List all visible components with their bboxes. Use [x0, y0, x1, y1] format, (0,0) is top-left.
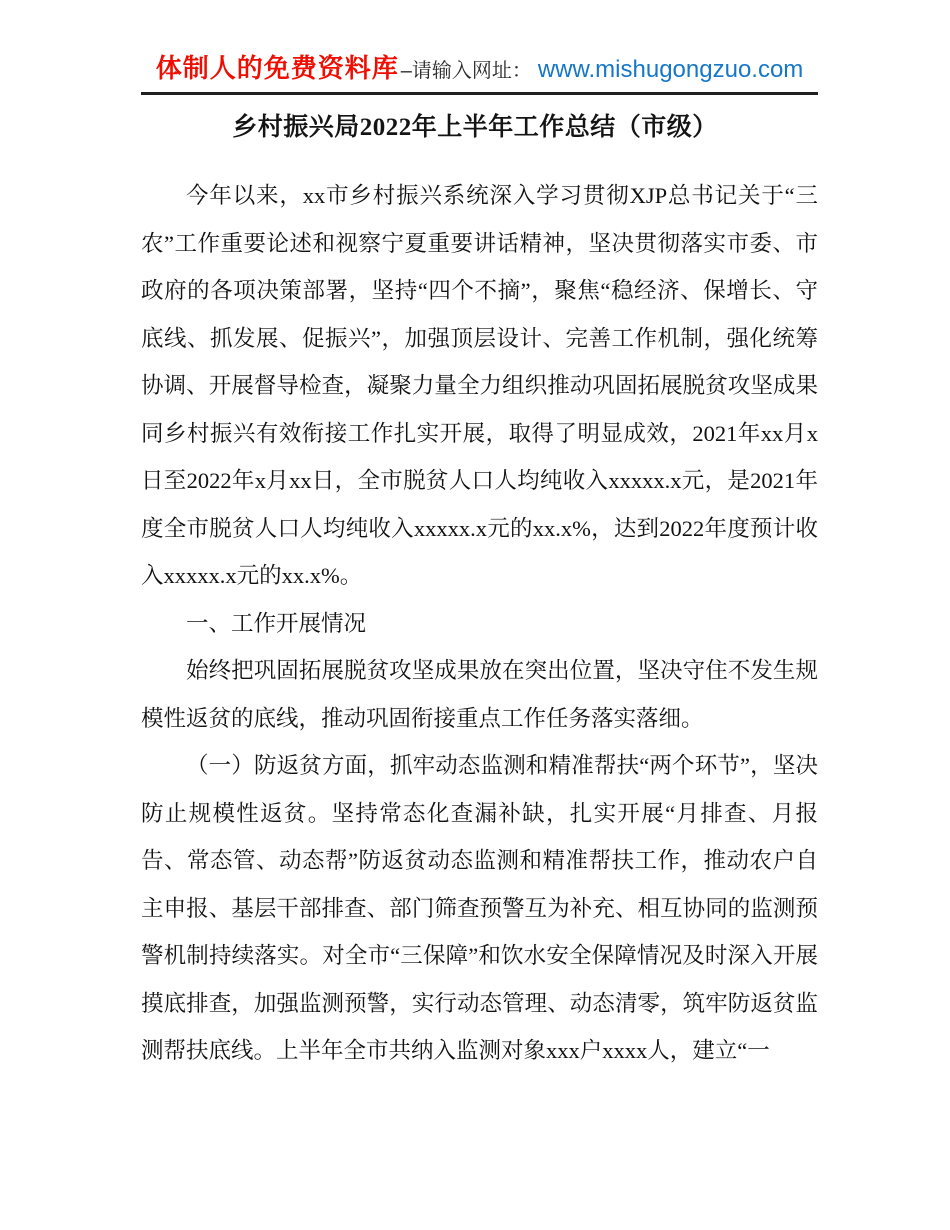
paragraph: （一）防返贫方面，抓牢动态监测和精准帮扶“两个环节”，坚决防止规模性返贫。坚持常态化查漏补缺，扎实开展“月排查、月报告、常态管、动态帮”防返贫动态监测和精准帮扶工作，推动农户自主申报、基层干部排查、部门筛查预警互为补充、相互协同的监测预警机制持续落实。对全市“三保障”和饮水安全保障情况及时深入开展摸底排查，加强监测预警，实行动态管理、动态清零，筑牢防返贫监测帮扶底线。上半年全市共纳入监测对象xxx户xxxx人，建立“一 — [141, 753, 818, 1063]
document-title: 乡村振兴局2022年上半年工作总结（市级） — [232, 114, 718, 141]
paragraph: 今年以来，xx市乡村振兴系统深入学习贯彻XJP总书记关于“三农”工作重要论述和视察宁夏重要讲话精神，坚决贯彻落实市委、市政府的各项决策部署，坚持“四个不摘”，聚焦“稳经济、保增长、守底线、抓发展、促振兴”，加强顶层设计、完善工作机制，强化统筹协调、开展督导检查，凝聚力量全力组织推动巩固拓展脱贫攻坚成果同乡村振兴有效衔接工作扎实开展，取得了明显成效，2021年xx月x日至2022年x月xx日，全市脱贫人口人均纯收入xxxxx.x元，是2021年度全市脱贫人口人均纯收入xxxxx.x元的xx.x%，达到2022年度预计收入xxxxx.x元的xx.x%。 — [141, 183, 818, 588]
document-body — [141, 172, 818, 1075]
masthead — [141, 0, 818, 95]
site-brand: 体制人的免费资料库 — [155, 53, 399, 83]
paragraph: 一、工作开展情况 — [186, 610, 367, 636]
url-prompt: –请输入网址： — [400, 60, 532, 82]
paragraph: 始终把巩固拓展脱贫攻坚成果放在突出位置，坚决守住不发生规模性返贫的底线，推动巩固衔接重点工作任务落实落细。 — [141, 658, 818, 731]
site-url-link[interactable]: www.mishugongzuo.com — [537, 56, 804, 83]
